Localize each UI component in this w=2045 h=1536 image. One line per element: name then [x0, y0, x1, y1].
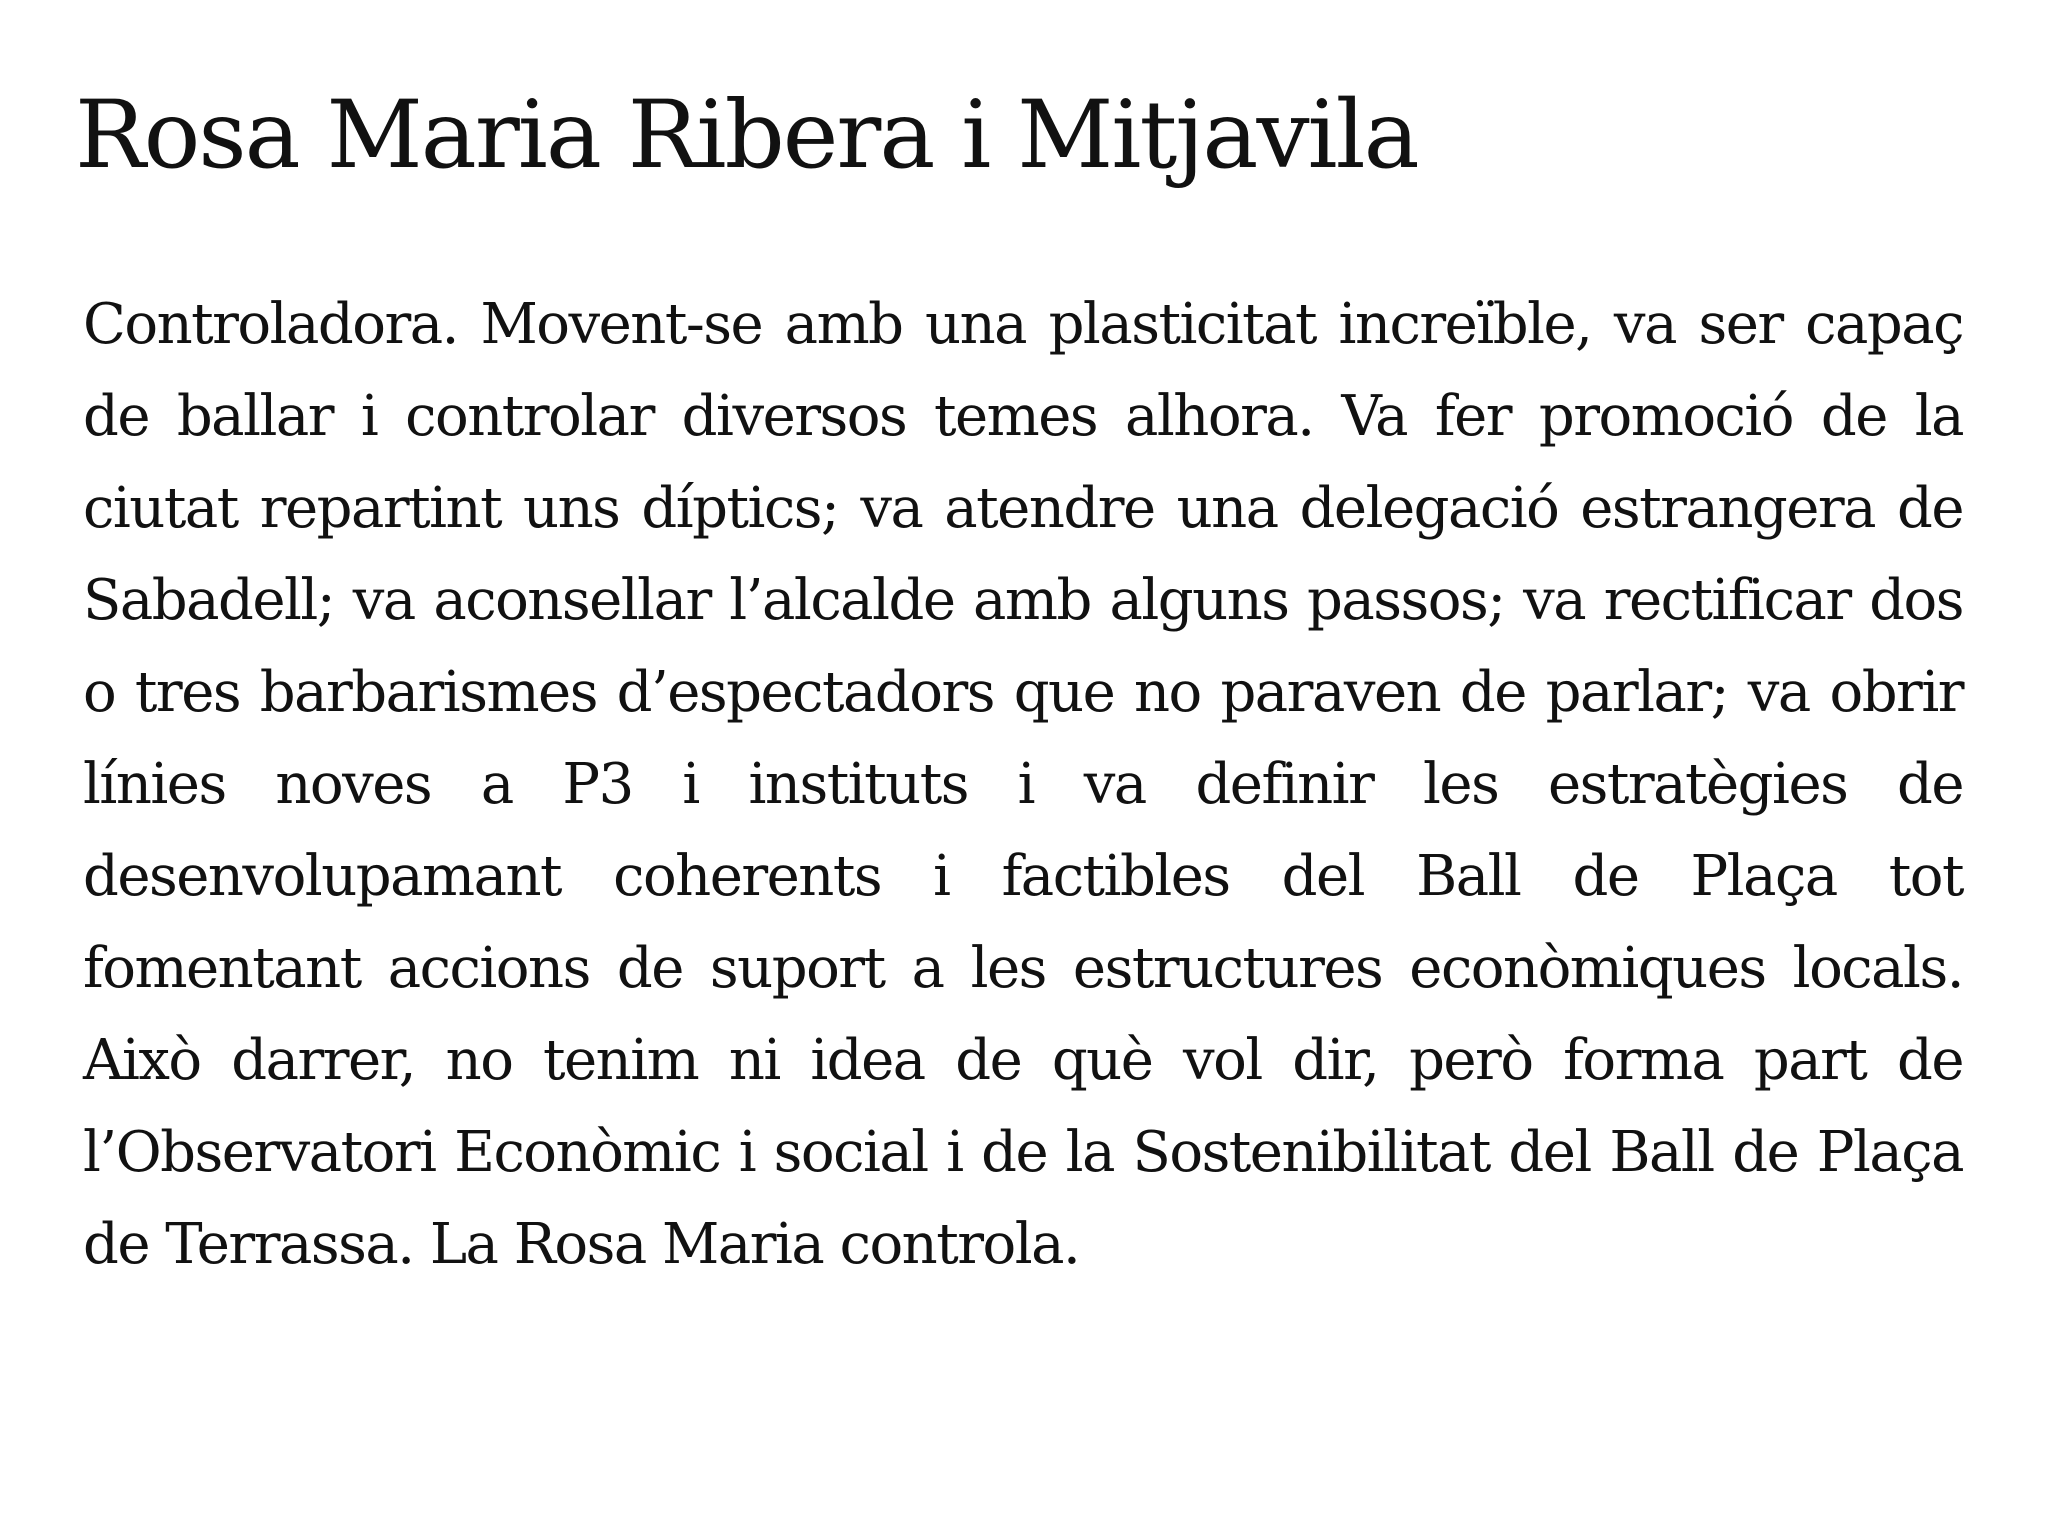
body-paragraph: Controladora. Movent-se amb una plasticitat increïble, va ser capaç de ballar i controlar diversos temes alhora. Va fer promoció de la ciutat repartint uns díptics; va atendre una delegació estrangera de Sabadell; va aconsellar l’alcalde amb alguns passos; va rectificar dos o tres barbarismes d’espectadors que no paraven de parlar; va obrir línies noves a P3 i instituts i va definir les estratègies de desenvolupamant coherents i factibles del Ball de Plaça tot fomentant accions de suport a les estructures econòmiques locals. Això darrer, no tenim ni idea de què vol dir, però forma part de l’Observatori Econòmic i social i de la Sostenibilitat del Ball de Plaça de Terrassa. La Rosa Maria controla. [83, 292, 1963, 1277]
document-title: Rosa Maria Ribera i Mitjavila [75, 81, 1418, 190]
